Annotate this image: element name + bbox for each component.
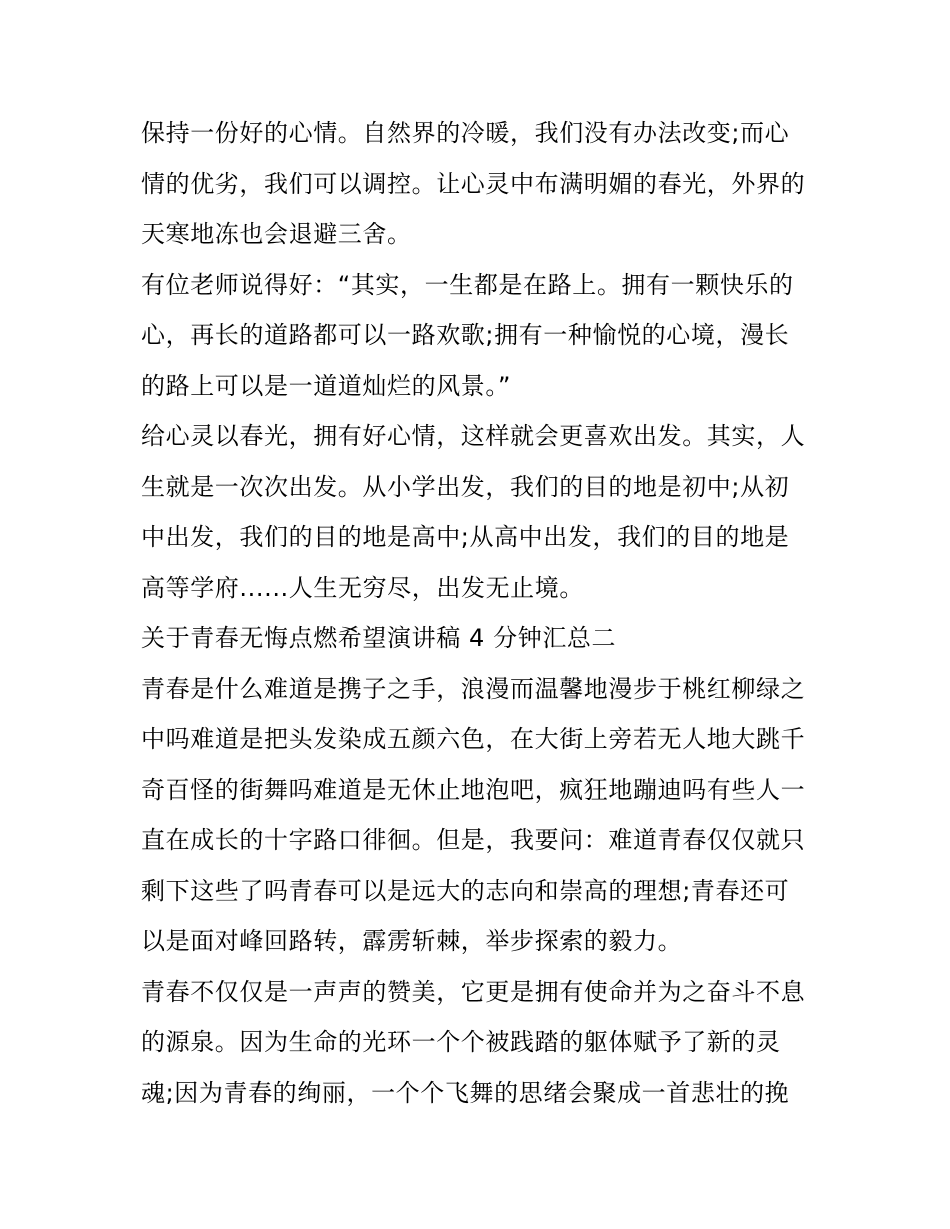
text-line: 情的优劣，我们可以调控。让心灵中布满明媚的春光，外界的: [141, 169, 806, 198]
text-line: 直在成长的十字路口徘徊。但是，我要问：难道青春仅仅就只: [141, 826, 806, 854]
text-line: 生就是一次次出发。从小学出发，我们的目的地是初中;从初: [141, 472, 790, 501]
text-line: 有位老师说得好：“其实，一生都是在路上。拥有一颗快乐的: [141, 270, 794, 299]
text-line: 给心灵以春光，拥有好心情，这样就会更喜欢出发。其实，人: [141, 422, 806, 450]
text-line: 高等学府......人生无穷尽，出发无止境。: [141, 573, 584, 602]
text-line: 以是面对峰回路转，霹雳斩棘，举步探索的毅力。: [141, 927, 683, 955]
text-line: 剩下这些了吗青春可以是远大的志向和崇高的理想;青春还可: [141, 876, 790, 905]
text-line: 青春不仅仅是一声声的赞美，它更是拥有使命并为之奋斗不息: [141, 977, 806, 1006]
document-body: [141, 108, 816, 1118]
text-line: 心，再长的道路都可以一路欢歌;拥有一种愉悦的心境，漫长: [141, 321, 790, 349]
text-line: 中吗难道是把头发染成五颜六色，在大街上旁若无人地大跳千: [141, 725, 806, 753]
text-line: 的源泉。因为生命的光环一个个被践踏的躯体赋予了新的灵: [141, 1028, 781, 1056]
text-line: 保持一份好的心情。自然界的冷暖，我们没有办法改变;而心: [141, 119, 790, 147]
section-heading: 关于青春无悔点燃希望演讲稿 4 分钟汇总二: [141, 624, 617, 652]
text-line: 青春是什么难道是携子之手，浪漫而温馨地漫步于桃红柳绿之: [141, 674, 806, 703]
text-line: 魂;因为青春的绚丽，一个个飞舞的思绪会聚成一首悲壮的挽: [141, 1078, 790, 1107]
text-line: 天寒地冻也会退避三舍。: [141, 220, 412, 248]
text-line: 奇百怪的街舞吗难道是无休止地泡吧，疯狂地蹦迪吗有些人一: [141, 775, 806, 804]
text-line: 的路上可以是一道道灿烂的风景。”: [141, 371, 512, 400]
text-line: 中出发，我们的目的地是高中;从高中出发，我们的目的地是: [141, 523, 790, 551]
